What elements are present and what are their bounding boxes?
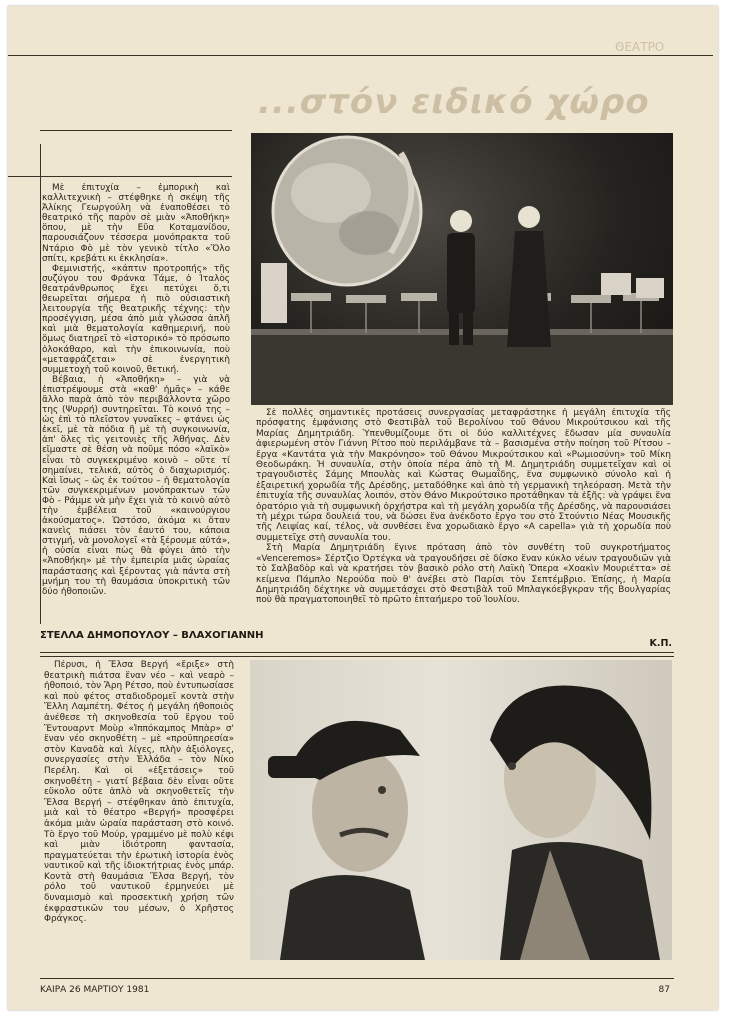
actors-portrait-photo [250,660,672,960]
bleed-through-headline: ...στόν ειδικό χώρο [258,82,650,122]
page-number: 87 [658,985,670,995]
concert-stage-illustration [251,133,673,405]
article-mikroutsikos-text [256,408,671,632]
article-dario-fo-text [42,183,230,621]
bleed-through-kicker: ΘΕΑΤΡΟ [615,40,665,54]
article-paragraph: Σὲ πολλὲς σημαντικὲς προτάσεις συνεργασίας μεταφράστηκε ἡ μεγάλη ἐπιτυχία τῆς πρόσφατης ἐμφάνισης στὸ Φεστιβὰλ τοῦ Βερολίνου τοῦ Θάνου Μικρούτσικου καὶ τῆς Μαρίας Δημητριάδη. Ὑπενθυμίζουμε ὅτι οἱ δύο καλλιτέχνες ἔδωσαν μία συναυλία ἀφιερωμένη στὸν Γιάννη Ρίτσο ποὺ περιλάμβανε τὰ – βασισμένα στὴν ποίηση τοῦ Ρίτσου – ἔργα «Καντάτα γιὰ τὴν Μακρόνησο» τοῦ Θάνου Μικρούτσικου καὶ «Ρωμιοσύνη» τοῦ Μίκη Θεοδωράκη. Ἡ συναυλία, στὴν ὁποία πέρα ἀπὸ τὴ Μ. Δημητριάδη συμμετεῖχαν καὶ οἱ τραγουδιστὲς Σάμης Μπουλὰς καὶ Κώστας Θωμαΐδης, ἕνα συμφωνικὸ σύνολο καὶ ἡ ἐξαιρετική χορωδία τῆς Δρέσδης, μεταδόθηκε καὶ ἀπὸ τὴ γερμανικὴ τηλεόραση. Μετὰ τὴν ἐπιτυχία τῆς συναυλίας λοιπόν, στὸν Θάνο Μικρούτσικο προτάθηκαν τὰ ἑξῆς: νὰ γράψει ἕνα ὀρατόριο γιὰ τὴ συμφωνικὴ ὀρχήστρα καὶ τὴ μεγάλη χορωδία τῆς Δρέσδης, νὰ παρουσιάσει τὴ μέχρι τώρα δουλειά του, νὰ δώσει ἕνα ἀνέκδοτο ἔργο του στὸ Στούντιο Νέας Μουσικῆς τῆς Λειψίας καί, τέλος, νὰ συνθέσει ἕνα χορωδιακὸ ἔργο «A capella» γιὰ τὴ χορωδία ποὺ συμμετεῖχε στὴ συναυλία του. [256,408,671,543]
left-header-rule-2 [8,176,232,177]
section-divider-rule [40,652,674,653]
top-rule [8,55,713,56]
author-byline: ΣΤΕΛΛΑ ΔΗΜΟΠΟΥΛΟΥ – ΒΛΑΧΟΓΙΑΝΝΗ [40,630,264,641]
left-header-rule [40,130,232,131]
article-elsa-vergi-text [44,660,234,962]
article-paragraph: Φεμινιστής, «κάπτιν προτροπής» τῆς συζύγου του Φράνκα Τάμε, ὁ Ἰταλὸς θεατράνθρωπος ἔχει πετύχει ὅ,τι θεωρεῖται σήμερα ἡ πιὸ οὐσιαστικὴ λειτουργία τῆς θεατρικῆς τέχνης: τὴν προσέγγιση, μέσα ἀπὸ μιὰ γλώσσα ἁπλῆ καὶ μιὰ θεματολογία καθημερινή, ποὺ ὅμως διατηρεῖ τὸ «ἱστορικό» τὸ πρόσωπο ὁλοκάθαρο, καὶ τὴν ἐπικοινωνία, ποὺ «μεταφράζεται» σὲ ἐνεργητικὴ συμμετοχὴ τοῦ κοινοῦ, θετική. [42,263,230,375]
left-column-rule [40,144,41,624]
article-paragraph: Μὲ ἐπιτυχία – ἐμπορικὴ καὶ καλλιτεχνικὴ – στέφθηκε ἡ σκέψη τῆς Ἀλίκης Γεωργούλη νὰ ἐναποθέσει τὸ θεατρικό τῆς παρὸν σὲ μιὰν «Ἀποθήκη» ὅπου, μὲ τὴν Εὔα Κοταμανίδου, παρουσιάζουν τέσσερα μονόπρακτα τοῦ Ντάριο Φὸ μὲ τὸν γενικὸ τίτλο «Ὅλο σπίτι, κρεβάτι κι ἐκκλησία». [42,183,230,264]
author-initials: Κ.Π. [649,638,672,649]
concert-stage-photo [251,133,673,405]
actors-portrait-illustration [250,660,672,960]
article-paragraph: Στὴ Μαρία Δημητριάδη ἔγινε πρόταση ἀπὸ τὸν συνθέτη τοῦ συγκροτήματος «Venceremos» Σέρτζιο Ὀρτέγκα νὰ τραγουδήσει σὲ δίσκο ἕναν κύκλο νέων τραγουδιῶν γιὰ τὸ Σαλβαδὸρ καὶ νὰ κρατήσει τὸν βασικὸ ρόλο στὴ Λαϊκὴ Ὄπερα «Χοακὶν Μουριέττα» σὲ κείμενα Πάμπλο Νερούδα ποὺ θ' ἀνέβει στὸ Παρίσι τὸν Σεπτέμβριο. Ἐπίσης, ἡ Μαρία Δημητριάδη δέχτηκε νὰ συμμετάσχει στὸ Φεστιβὰλ τοῦ Μπλαγκόεβγκραν τῆς Βουλγαρίας ποὺ θὰ πραγματοποιηθεῖ τὸ πρῶτο ἑπταήμερο τοῦ Ἰουλίου. [256,543,671,606]
section-divider-rule-2 [40,656,674,657]
article-paragraph: Βέβαια, ἡ «Ἀποθήκη» – γιὰ νὰ ἐπιστρέψουμε στὰ «καθ' ἡμᾶς» – κάθε ἄλλο παρὰ ἀπὸ τὸν περιβάλλοντα χῶρο της (Ψυρρή) συντηρεῖται. Τὸ κοινό της – ὡς ἐπὶ τὸ πλεῖστον γυναῖκες – φτάνει ὡς ἐκεῖ, μὲ τὰ πόδια ἢ μὲ τὴ συγκοινωνία, ἀπ' ὅλες τὶς γειτονιὲς τῆς Ἀθήνας. Δὲν εἴμαστε σὲ θέση νὰ ποῦμε πόσο «λαϊκὸ» εἶναι τὸ συγκεκριμένο κοινὸ – οὔτε τί σημαίνει, τελικά, αὐτὸς ὁ διαχωρισμός. Καὶ ἴσως – ὡς ἐκ τούτου – ἡ θεματολογία τῶν συγκεκριμένων μονόπρακτων τῶν Φὸ - Ράμμε νὰ μὴν ἔχει γιὰ τὸ κοινὸ αὐτὸ τὴν ἐμβέλεια τοῦ «καινούργιου ἀκούσματος». Ὡστόσο, ἀκόμα κι ὅταν κανεὶς πιάσει τὸν ἑαυτό του, κάποια στιγμή, νὰ μονολογεῖ «τὰ ξέρουμε αὐτά», ἡ οὐσία εἶναι πὼς θὰ φύγει ἀπὸ τὴν «Ἀποθήκη» μὲ τὴν ἐμπειρία μιᾶς ὡραίας παράστασης καὶ ξέροντας γιὰ πάντα στὴ μνήμη του τὴ θαυμάσια ὑποκριτικὴ τῶν δύο ἠθοποιῶν. [42,374,230,597]
footer-rule [40,978,674,979]
issue-date-footer: ΚΑΙΡΑ 26 ΜΑΡΤΙΟΥ 1981 [40,985,150,995]
article-paragraph: Πέρυσι, ἡ Ἔλσα Βεργή «ἔριξε» στὴ θεατρικὴ πιάτσα ἕναν νέο – καὶ νεαρὸ – ἠθοποιό, τὸν Ἄρη Ρέτσο, ποὺ ἐντυπωσίασε καὶ ποὺ φέτος σταδιοδρομεῖ κοντὰ στὴν Ἔλλη Λαμπέτη. Φέτος ἡ μεγάλη ἠθοποιὸς ἀνέθεσε τὴ σκηνοθεσία τοῦ ἔργου τοῦ Ἔντουαρντ Μοὺρ «Ἱππόκαμπος Μπὰρ» σ' ἕναν νέο σκηνοθέτη – μὲ «προϋπηρεσία» στὸν Καναδὰ καὶ λίγες, πλὴν ἀξιόλογες, συνεργασίες στὴν Ἑλλάδα – τὸν Νίκο Περέλη. Καὶ οἱ «ἐξετάσεις» τοῦ σκηνοθέτη – γιατί βέβαια δὲν εἶναι οὔτε εὔκολο οὔτε ἁπλὸ νὰ σκηνοθετεῖς τὴν Ἔλσα Βεργή – στέφθηκαν ἀπὸ ἐπιτυχία, μιὰ καὶ τὸ θέατρο «Βεργή» προσφέρει ἀκόμα μιὰν ὡραία παράσταση στὸ κοινό. Τὸ ἔργο τοῦ Μούρ, γραμμένο μὲ πολὺ κέφι καὶ μιὰν ἰδιότροπη φαντασία, πραγματεύεται τὴν ἐρωτικὴ ἱστορία ἑνὸς ναυτικοῦ καὶ τῆς ἰδιοκτήτριας ἑνὸς μπάρ. Κοντὰ στὴ θαυμάσια Ἔλσα Βεργή, τὸν ρόλο τοῦ ναυτικοῦ ἑρμηνεύει μὲ δυναμισμὸ καὶ προσεκτικὴ χρήση τῶν ἐκφραστικῶν του μέσων, ὁ Χρῆστος Φράγκος. [44,660,234,925]
